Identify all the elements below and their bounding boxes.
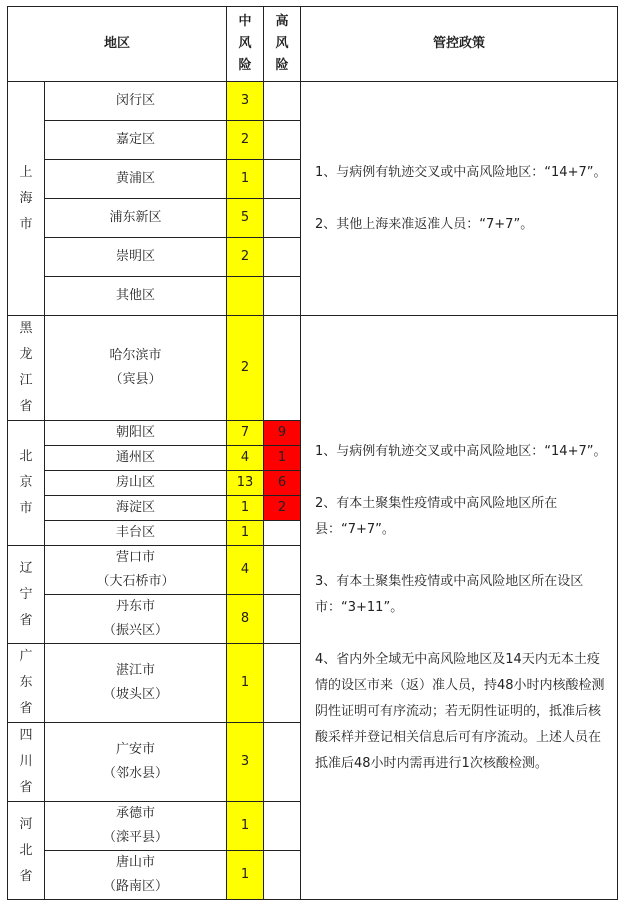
mid-risk-count: 1 <box>227 802 264 851</box>
mid-risk-count <box>227 277 264 316</box>
province-shanghai: 上 海 市 <box>8 82 45 316</box>
policy-item: 1、与病例有轨迹交叉或中高风险地区：“14+7”。 <box>315 443 607 459</box>
district-name: 海淀区 <box>45 496 227 521</box>
province-heilongjiang: 黑 龙 江 省 <box>8 316 45 421</box>
high-risk-count <box>264 316 301 421</box>
header-mid-risk: 中 风 险 <box>227 7 264 82</box>
high-risk-count: 1 <box>264 446 301 471</box>
province-sichuan: 四 川 省 <box>8 723 45 802</box>
district-name: 浦东新区 <box>45 199 227 238</box>
province-beijing: 北 京 市 <box>8 421 45 546</box>
high-risk-count <box>264 160 301 199</box>
mid-risk-count: 1 <box>227 496 264 521</box>
district-name: 丰台区 <box>45 521 227 546</box>
policy-item: 3、有本土聚集性疫情或中高风险地区所在设区市：“3+11”。 <box>315 573 584 615</box>
mid-risk-count: 2 <box>227 238 264 277</box>
high-risk-count <box>264 199 301 238</box>
mid-risk-count: 5 <box>227 199 264 238</box>
high-risk-count <box>264 238 301 277</box>
district-name: 通州区 <box>45 446 227 471</box>
high-risk-count <box>264 546 301 595</box>
district-name: 丹东市 （振兴区） <box>45 595 227 644</box>
high-risk-count: 9 <box>264 421 301 446</box>
high-risk-count <box>264 82 301 121</box>
mid-risk-count: 4 <box>227 446 264 471</box>
province-liaoning: 辽 宁 省 <box>8 546 45 644</box>
mid-risk-count: 13 <box>227 471 264 496</box>
header-region: 地区 <box>8 7 227 82</box>
policy-item: 4、省内外全域无中高风险地区及14天内无本土疫情的设区市来（返）准人员，持48小时内核酸检测阴性证明可有序流动；若无阴性证明的，抵准后核酸采样并登记相关信息后可有序流动。上述人员在抵准后48小时内需再进行1次核酸检测。 <box>315 651 605 771</box>
high-risk-count: 2 <box>264 496 301 521</box>
table-header-row <box>8 7 618 82</box>
district-name: 湛江市 （坡头区） <box>45 644 227 723</box>
high-risk-count <box>264 851 301 900</box>
district-name: 承德市 （滦平县） <box>45 802 227 851</box>
district-name: 朝阳区 <box>45 421 227 446</box>
district-name: 房山区 <box>45 471 227 496</box>
district-name: 营口市 （大石桥市） <box>45 546 227 595</box>
policy-others <box>301 316 618 900</box>
header-policy: 管控政策 <box>301 7 618 82</box>
high-risk-count <box>264 802 301 851</box>
header-high-risk: 高 风 险 <box>264 7 301 82</box>
mid-risk-count: 8 <box>227 595 264 644</box>
table-row <box>8 316 618 421</box>
mid-risk-count: 2 <box>227 121 264 160</box>
mid-risk-count: 1 <box>227 851 264 900</box>
district-name: 黄浦区 <box>45 160 227 199</box>
mid-risk-count: 1 <box>227 160 264 199</box>
mid-risk-count: 4 <box>227 546 264 595</box>
district-name: 唐山市 （路南区） <box>45 851 227 900</box>
district-name: 崇明区 <box>45 238 227 277</box>
mid-risk-count: 2 <box>227 316 264 421</box>
province-hebei: 河 北 省 <box>8 802 45 900</box>
mid-risk-count: 3 <box>227 82 264 121</box>
mid-risk-count: 1 <box>227 644 264 723</box>
policy-item: 2、其他上海来准返准人员：“7+7”。 <box>315 216 534 232</box>
district-name: 其他区 <box>45 277 227 316</box>
mid-risk-count: 3 <box>227 723 264 802</box>
district-name: 哈尔滨市 （宾县） <box>45 316 227 421</box>
high-risk-count <box>264 595 301 644</box>
high-risk-count <box>264 723 301 802</box>
province-guangdong: 广 东 省 <box>8 644 45 723</box>
high-risk-count <box>264 521 301 546</box>
high-risk-count: 6 <box>264 471 301 496</box>
district-name: 广安市 （邻水县） <box>45 723 227 802</box>
risk-area-table <box>7 6 618 900</box>
district-name: 嘉定区 <box>45 121 227 160</box>
policy-item: 2、有本土聚集性疫情或中高风险地区所在县：“7+7”。 <box>315 495 558 537</box>
policy-shanghai <box>301 82 618 316</box>
mid-risk-count: 7 <box>227 421 264 446</box>
table-row <box>8 82 618 121</box>
district-name: 闵行区 <box>45 82 227 121</box>
mid-risk-count: 1 <box>227 521 264 546</box>
high-risk-count <box>264 121 301 160</box>
high-risk-count <box>264 644 301 723</box>
policy-item: 1、与病例有轨迹交叉或中高风险地区：“14+7”。 <box>315 164 607 180</box>
high-risk-count <box>264 277 301 316</box>
